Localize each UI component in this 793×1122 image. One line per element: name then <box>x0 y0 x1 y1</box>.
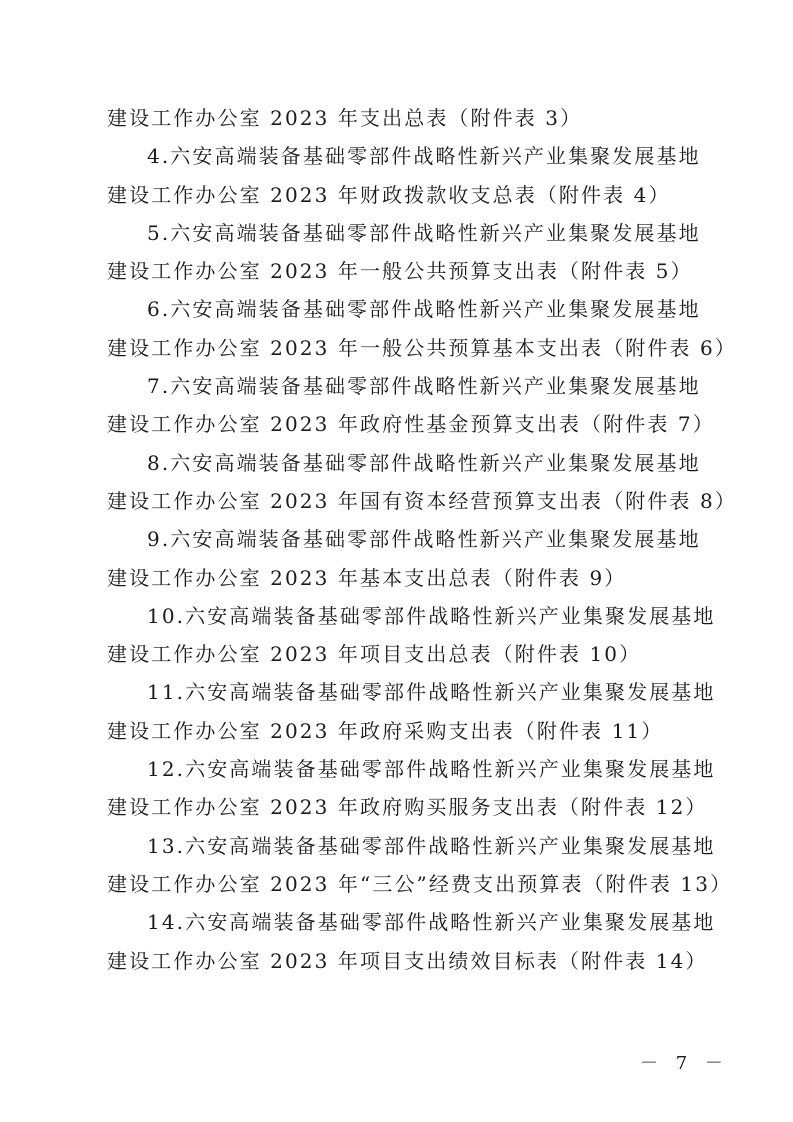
list-item-14-title: 14.六安高端装备基础零部件战略性新兴产业集聚发展基地 <box>147 910 716 935</box>
list-item-11-title: 11.六安高端装备基础零部件战略性新兴产业集聚发展基地 <box>147 680 716 705</box>
list-line: 建设工作办公室 2023 年政府采购支出表（附件表 11） <box>107 718 664 743</box>
list-line: 建设工作办公室 2023 年政府性基金预算支出表（附件表 7） <box>107 412 715 437</box>
list-line: 建设工作办公室 2023 年政府购买服务支出表（附件表 12） <box>107 795 708 820</box>
list-line: 建设工作办公室 2023 年一般公共预算支出表（附件表 5） <box>107 259 693 284</box>
list-item-7-title: 7.六安高端装备基础零部件战略性新兴产业集聚发展基地 <box>147 374 701 399</box>
page-number: － 7 － <box>640 1053 729 1074</box>
list-item-8-title: 8.六安高端装备基础零部件战略性新兴产业集聚发展基地 <box>147 450 701 475</box>
list-item-9-title: 9.六安高端装备基础零部件战略性新兴产业集聚发展基地 <box>147 527 701 552</box>
list-item-10-title: 10.六安高端装备基础零部件战略性新兴产业集聚发展基地 <box>147 603 716 628</box>
list-line: 建设工作办公室 2023 年财政拨款收支总表（附件表 4） <box>107 182 671 207</box>
list-line: 建设工作办公室 2023 年国有资本经营预算支出表（附件表 8） <box>107 488 737 513</box>
list-line: 建设工作办公室 2023 年基本支出总表（附件表 9） <box>107 565 627 590</box>
list-item-5-title: 5.六安高端装备基础零部件战略性新兴产业集聚发展基地 <box>147 220 701 245</box>
list-item-12-title: 12.六安高端装备基础零部件战略性新兴产业集聚发展基地 <box>147 757 716 782</box>
list-line: 建设工作办公室 2023 年“三公”经费支出预算表（附件表 13） <box>107 871 733 896</box>
list-line: 建设工作办公室 2023 年支出总表（附件表 3） <box>107 106 583 130</box>
attachment-list <box>107 99 737 980</box>
list-item-6-title: 6.六安高端装备基础零部件战略性新兴产业集聚发展基地 <box>147 297 701 322</box>
list-line: 建设工作办公室 2023 年一般公共预算基本支出表（附件表 6） <box>107 335 737 360</box>
list-item-13-title: 13.六安高端装备基础零部件战略性新兴产业集聚发展基地 <box>147 833 716 858</box>
list-line: 建设工作办公室 2023 年项目支出绩效目标表（附件表 14） <box>107 948 708 973</box>
list-line: 建设工作办公室 2023 年项目支出总表（附件表 10） <box>107 642 642 667</box>
list-item-4-title: 4.六安高端装备基础零部件战略性新兴产业集聚发展基地 <box>147 144 701 169</box>
